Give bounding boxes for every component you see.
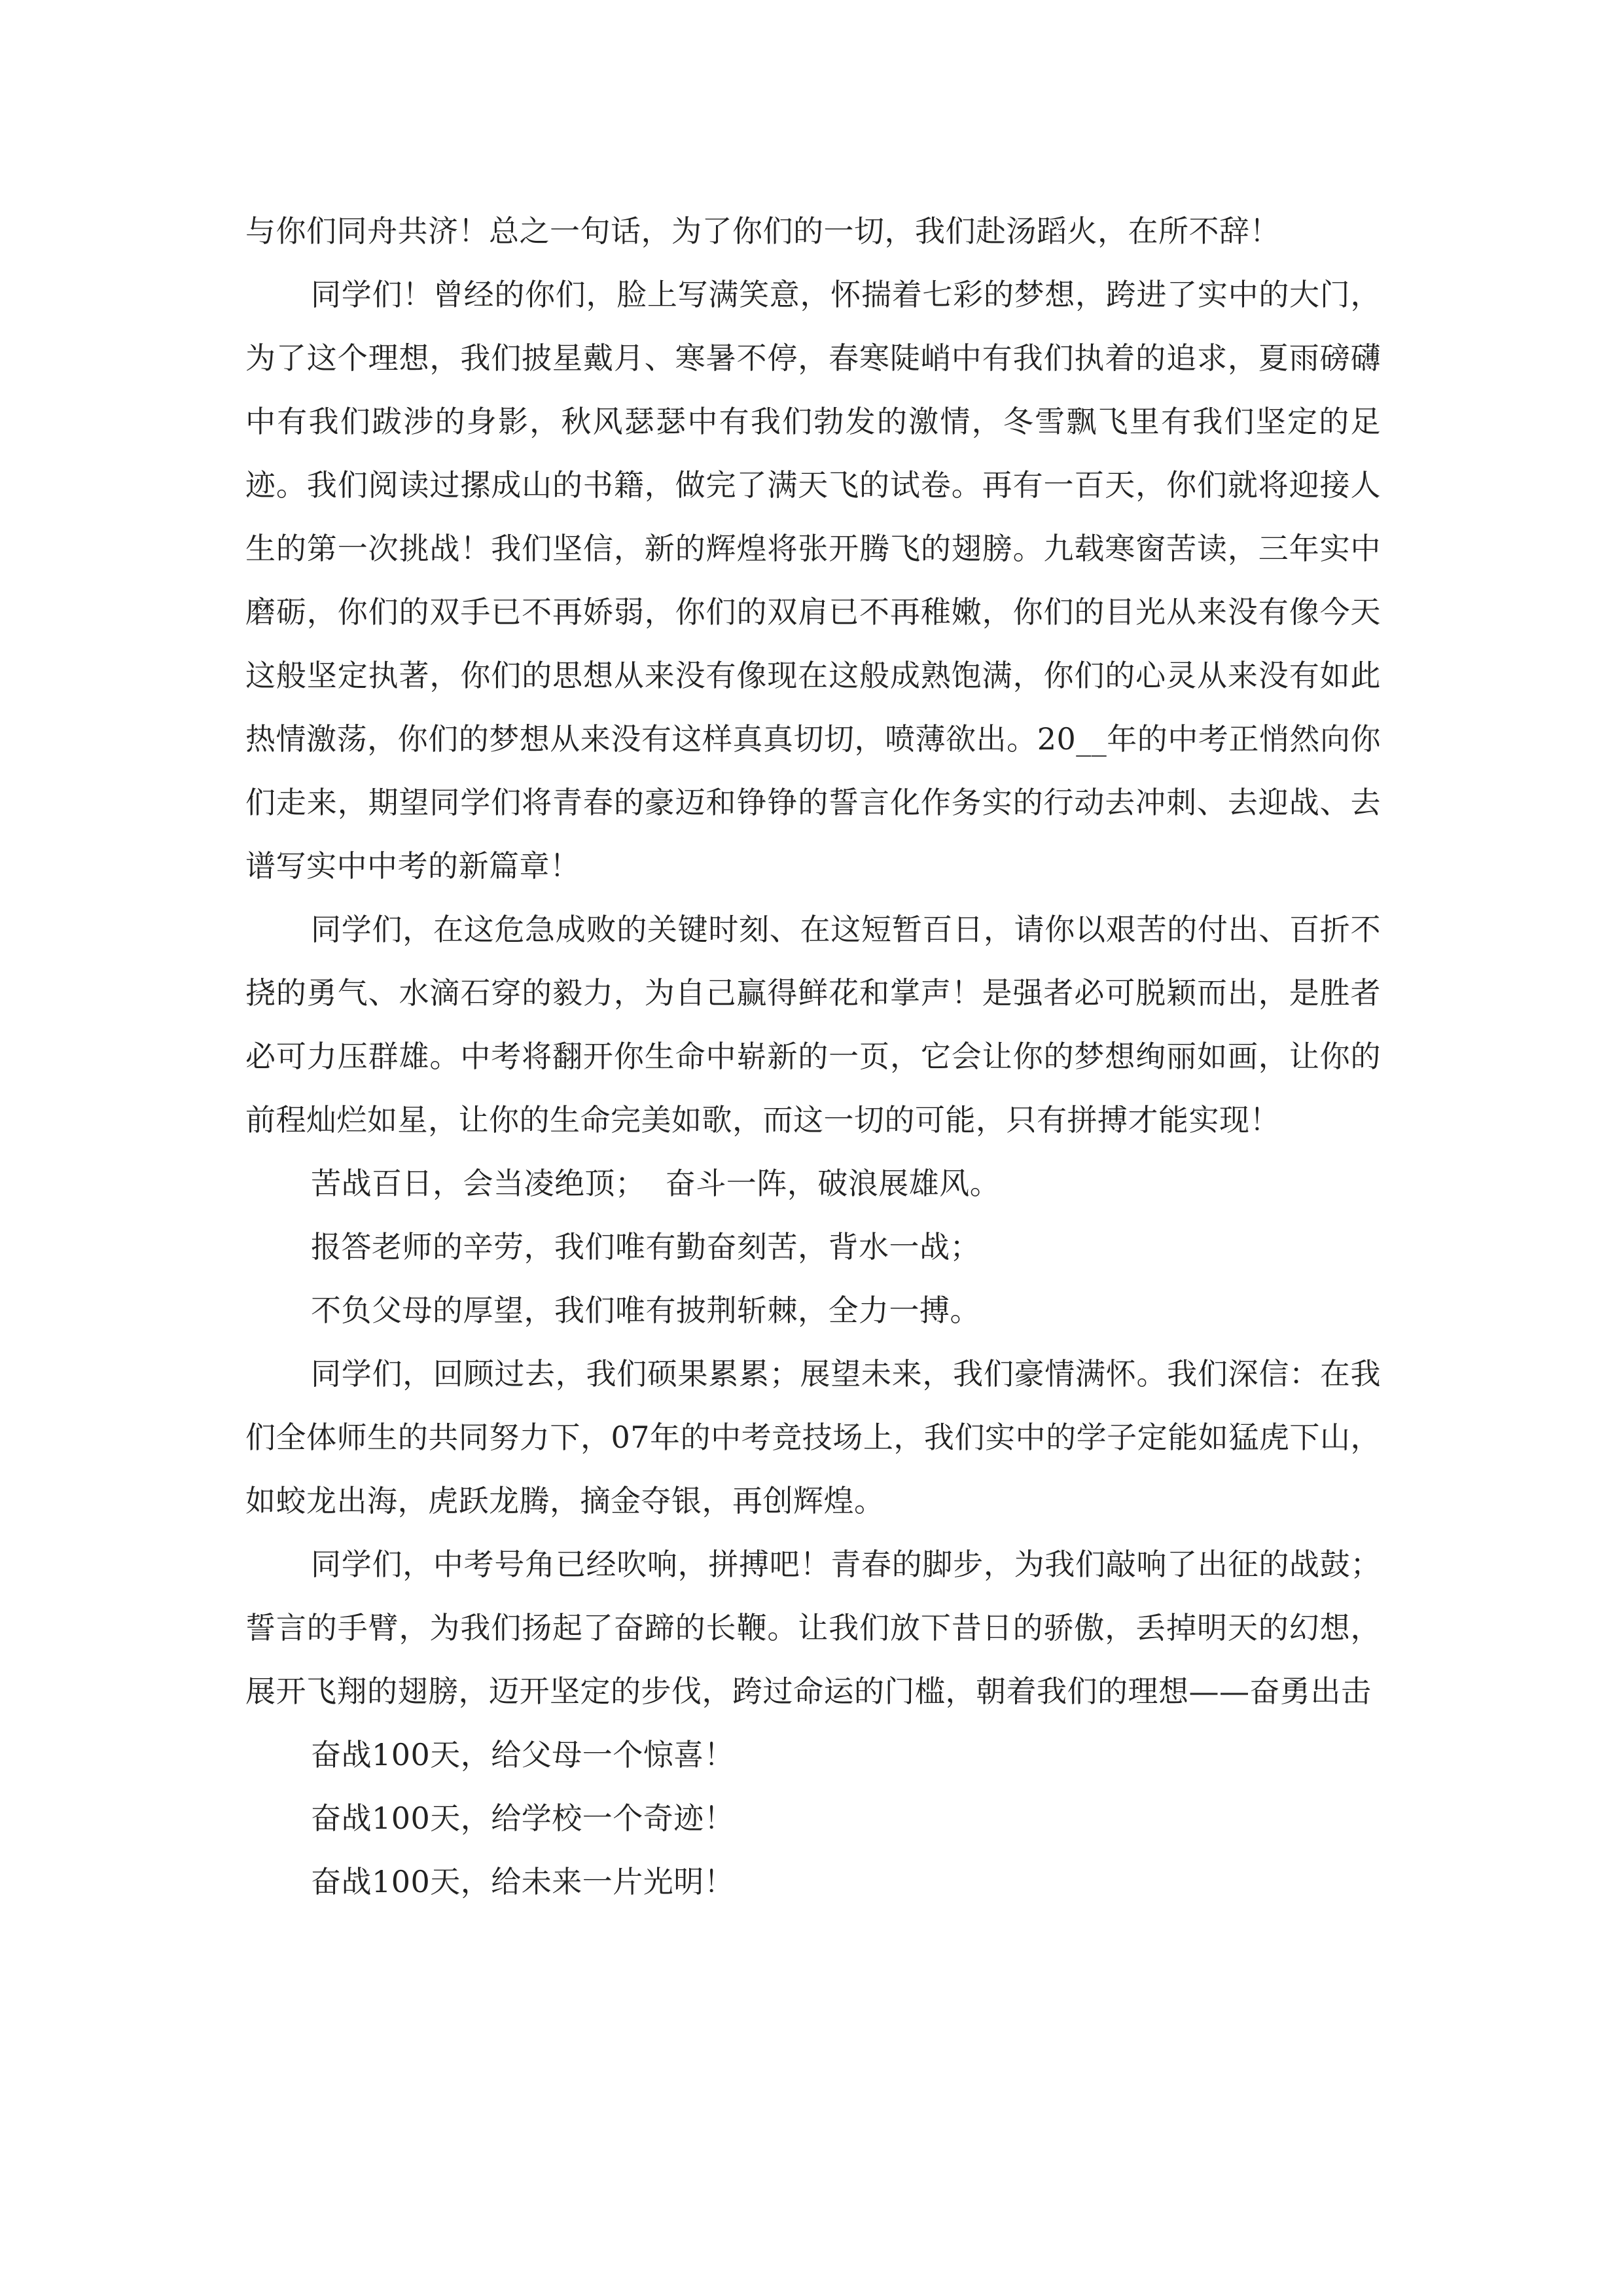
paragraph-call-to-action: 同学们，中考号角已经吹响，拼搏吧！青春的脚步，为我们敲响了出征的战鼓；誓言的手臂，为我们扬起了奋蹄的长鞭。让我们放下昔日的骄傲，丢掉明天的幻想，展开飞翔的翅膀，迈开坚定的步伐，跨过命运的门槛，朝着我们的理想——奋勇出击 [245,1547,1381,1709]
closing-line: 奋战100天，给父母一个惊喜！ [311,1737,735,1772]
motto-line: 报答老师的辛劳，我们唯有勤奋刻苦，背水一战； [311,1229,980,1265]
paragraph-memories: 同学们！曾经的你们，脸上写满笑意，怀揣着七彩的梦想，跨进了实中的大门，为了这个理想，我们披星戴月、寒暑不停，春寒陡峭中有我们执着的追求，夏雨磅礴中有我们跋涉的身影，秋风瑟瑟中有我们勃发的激情，冬雪飘飞里有我们坚定的足迹。我们阅读过摞成山的书籍，做完了满天飞的试卷。再有一百天，你们就将迎接人生的第一次挑战！我们坚信，新的辉煌将张开腾飞的翅膀。九载寒窗苦读，三年实中磨砺，你们的双手已不再娇弱，你们的双肩已不再稚嫩，你们的目光从来没有像今天这般坚定执著，你们的思想从来没有像现在这般成熟饱满，你们的心灵从来没有如此热情激荡，你们的梦想从来没有这样真真切切，喷薄欲出。20__年的中考正悄然向你们走来，期望同学们将青春的豪迈和铮铮的誓言化作务实的行动去冲刺、去迎战、去谱写实中中考的新篇章！ [245,277,1381,884]
motto-line: 不负父母的厚望，我们唯有披荆斩棘，全力一搏。 [311,1293,980,1328]
closing-line: 奋战100天，给学校一个奇迹！ [311,1801,735,1836]
continuation-paragraph: 与你们同舟共济！总之一句话，为了你们的一切，我们赴汤蹈火，在所不辞！ [245,213,1280,249]
closing-line: 奋战100天，给未来一片光明！ [311,1864,735,1899]
document-body [245,200,1381,1914]
paragraph-looking-back: 同学们，回顾过去，我们硕果累累；展望未来，我们豪情满怀。我们深信：在我们全体师生的共同努力下，07年的中考竞技场上，我们实中的学子定能如猛虎下山，如蛟龙出海，虎跃龙腾，摘金夺银，再创辉煌。 [245,1356,1381,1518]
paragraph-critical-moment: 同学们，在这危急成败的关键时刻、在这短暂百日，请你以艰苦的付出、百折不挠的勇气、水滴石穿的毅力，为自己赢得鲜花和掌声！是强者必可脱颖而出，是胜者必可力压群雄。中考将翻开你生命中崭新的一页，它会让你的梦想绚丽如画，让你的前程灿烂如星，让你的生命完美如歌，而这一切的可能，只有拼搏才能实现！ [245,912,1381,1138]
motto-line: 苦战百日，会当凌绝顶； 奋斗一阵，破浪展雄风。 [311,1166,1001,1201]
